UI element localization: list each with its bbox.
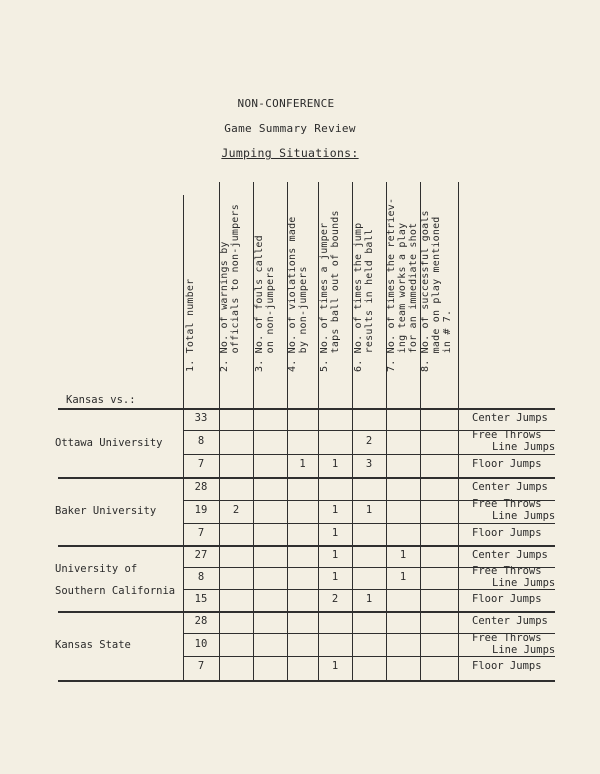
table-cell: 1 (299, 458, 306, 470)
jump-type-label: Free Throws (472, 498, 542, 510)
jump-type-label: Center Jumps (472, 549, 548, 561)
column-header: 5. No. of times a jumper taps ball out of bounds (319, 210, 341, 372)
row-divider (58, 408, 555, 410)
jump-type-label: Center Jumps (472, 412, 548, 424)
row-divider (183, 454, 555, 455)
table-cell: 1 (365, 593, 373, 605)
jump-type-label: Floor Jumps (472, 660, 542, 672)
table-cell: 2 (331, 593, 339, 605)
table-cell: 27 (194, 549, 208, 561)
team-name: University of (55, 563, 138, 575)
heading-jumping-situations: Jumping Situations: (221, 146, 359, 160)
table-cell: 1 (399, 571, 407, 583)
jump-type-label: Floor Jumps (472, 527, 542, 539)
column-header: 1. Total number (185, 278, 196, 372)
table-cell: 8 (197, 571, 205, 583)
table-cell: 3 (365, 458, 373, 470)
jump-type-label: Center Jumps (472, 481, 548, 493)
column-header: 2. No. of warnings by officials to non-jumpers (219, 204, 241, 372)
table-cell: 10 (194, 638, 208, 650)
row-divider (58, 611, 555, 613)
side-header: Kansas vs.: (66, 394, 136, 406)
table-cell: 2 (365, 435, 373, 447)
jump-type-label: Line Jumps (492, 644, 556, 656)
table-cell: 1 (331, 571, 339, 583)
team-name: Ottawa University (55, 437, 163, 449)
jump-type-label: Center Jumps (472, 615, 548, 627)
column-divider (183, 195, 184, 680)
row-divider (183, 523, 555, 524)
row-divider (183, 589, 555, 590)
team-name: Baker University (55, 505, 157, 517)
jump-type-label: Floor Jumps (472, 593, 542, 605)
table-cell: 7 (197, 527, 205, 539)
table-cell: 1 (331, 458, 339, 470)
row-divider (58, 680, 555, 682)
jump-type-label: Line Jumps (492, 510, 556, 522)
jump-type-label: Floor Jumps (472, 458, 542, 470)
heading-non-conference: NON-CONFERENCE (237, 97, 335, 110)
heading-game-summary: Game Summary Review (224, 122, 356, 135)
table-cell: 7 (197, 660, 205, 672)
table-cell: 15 (194, 593, 208, 605)
row-divider (58, 477, 555, 479)
row-divider (183, 656, 555, 657)
jump-type-label: Free Throws (472, 632, 542, 644)
table-cell: 28 (194, 615, 208, 627)
jump-type-label: Free Throws (472, 429, 542, 441)
jump-type-label: Line Jumps (492, 441, 556, 453)
table-cell: 1 (331, 660, 339, 672)
table-cell: 1 (399, 549, 407, 561)
team-name: Southern California (55, 585, 176, 597)
team-name: Kansas State (55, 639, 131, 651)
jump-type-label: Line Jumps (492, 577, 556, 589)
column-header: 4. No. of violations made by non-jumpers (287, 216, 309, 372)
row-divider (58, 545, 555, 547)
column-header: 7. No. of times the retriev- ing team works a play for an immediate shot (386, 197, 419, 372)
table-cell: 33 (194, 412, 208, 424)
column-header: 6. No. of times the jump results in held ball (353, 222, 375, 372)
table-cell: 1 (331, 549, 339, 561)
table-cell: 1 (331, 504, 339, 516)
table-cell: 7 (197, 458, 205, 470)
table-cell: 1 (365, 504, 373, 516)
table-cell: 2 (232, 504, 240, 516)
jump-type-label: Free Throws (472, 565, 542, 577)
table-cell: 1 (331, 527, 339, 539)
table-cell: 8 (197, 435, 205, 447)
table-cell: 19 (194, 504, 208, 516)
column-divider (458, 182, 459, 680)
column-header: 3. No. of fouls called on non-jumpers (254, 235, 276, 372)
table-cell: 28 (194, 481, 208, 493)
column-header: 8. No. of successful goals made on play mentioned in # 7. (420, 210, 453, 372)
